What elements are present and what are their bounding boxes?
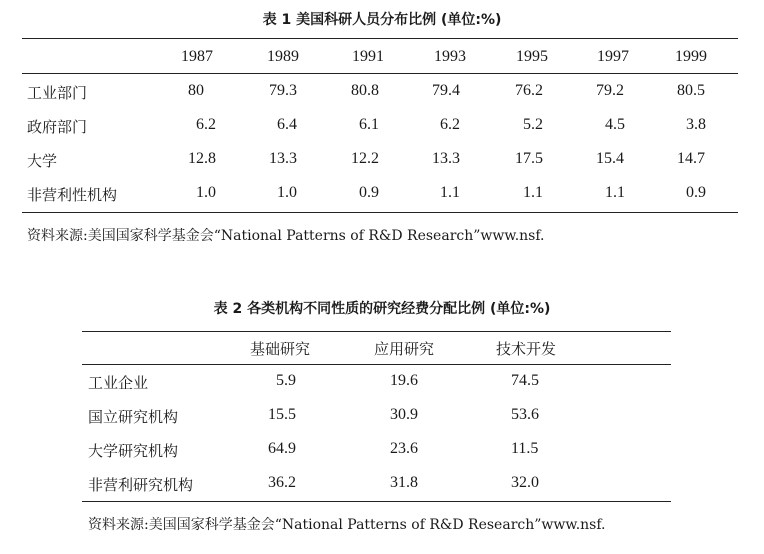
cell-value: 79.3 <box>269 82 297 99</box>
cell-value: 53.6 <box>511 406 539 423</box>
cell-value: 64.9 <box>268 440 296 457</box>
cell-value: 31.8 <box>390 474 418 491</box>
table2-header-tech-development: 技术开发 <box>496 340 557 358</box>
row-label: 政府部门 <box>27 118 88 136</box>
row-label: 非营利性机构 <box>27 186 118 204</box>
cell-value: 13.3 <box>432 150 460 167</box>
cell-value: 80.8 <box>351 82 379 99</box>
table1-header-1999: 1999 <box>675 48 707 65</box>
cell-value: 17.5 <box>515 150 543 167</box>
cell-value: 1.1 <box>605 184 625 201</box>
cell-value: 30.9 <box>390 406 418 423</box>
cell-value: 32.0 <box>511 474 539 491</box>
cell-value: 14.7 <box>677 150 705 167</box>
table2-caption: 表 2 各类机构不同性质的研究经费分配比例 (单位:%) <box>213 301 551 317</box>
cell-value: 12.8 <box>188 150 216 167</box>
cell-value: 1.1 <box>440 184 460 201</box>
table2-bottom-rule <box>82 501 671 502</box>
cell-value: 4.5 <box>605 116 625 133</box>
cell-value: 6.4 <box>277 116 297 133</box>
cell-value: 5.9 <box>276 372 296 389</box>
row-label: 大学研究机构 <box>88 442 179 460</box>
table1-bottom-rule <box>22 212 738 213</box>
row-label: 工业企业 <box>88 374 149 392</box>
table1-header-1989: 1989 <box>267 48 299 65</box>
table1-header-1987: 1987 <box>181 48 213 65</box>
table1-header-1993: 1993 <box>434 48 466 65</box>
table1-header-1997: 1997 <box>597 48 629 65</box>
row-label: 工业部门 <box>27 84 88 102</box>
table2-source-note: 资料来源:美国国家科学基金会“National Patterns of R&D Research”www.nsf. <box>88 517 606 533</box>
table2-header-applied-research: 应用研究 <box>374 340 435 358</box>
cell-value: 13.3 <box>269 150 297 167</box>
cell-value: 80.5 <box>677 82 705 99</box>
row-label: 大学 <box>27 152 58 170</box>
cell-value: 3.8 <box>686 116 706 133</box>
cell-value: 80 <box>188 82 204 99</box>
cell-value: 5.2 <box>523 116 543 133</box>
cell-value: 19.6 <box>390 372 418 389</box>
table1-header-rule <box>22 73 738 74</box>
cell-value: 1.1 <box>523 184 543 201</box>
cell-value: 6.2 <box>440 116 460 133</box>
row-label: 国立研究机构 <box>88 408 179 426</box>
cell-value: 23.6 <box>390 440 418 457</box>
table1-header-1995: 1995 <box>516 48 548 65</box>
cell-value: 79.4 <box>432 82 460 99</box>
cell-value: 0.9 <box>359 184 379 201</box>
row-label: 非营利研究机构 <box>88 476 194 494</box>
cell-value: 1.0 <box>277 184 297 201</box>
cell-value: 0.9 <box>686 184 706 201</box>
cell-value: 15.4 <box>596 150 624 167</box>
cell-value: 74.5 <box>511 372 539 389</box>
table2-header-rule <box>82 364 671 365</box>
cell-value: 6.1 <box>359 116 379 133</box>
cell-value: 76.2 <box>515 82 543 99</box>
cell-value: 79.2 <box>596 82 624 99</box>
table2-top-rule <box>82 331 671 332</box>
cell-value: 36.2 <box>268 474 296 491</box>
cell-value: 1.0 <box>196 184 216 201</box>
cell-value: 15.5 <box>268 406 296 423</box>
table1-caption: 表 1 美国科研人员分布比例 (单位:%) <box>262 12 502 28</box>
cell-value: 6.2 <box>196 116 216 133</box>
table1-header-1991: 1991 <box>352 48 384 65</box>
table1-source-note: 资料来源:美国国家科学基金会“National Patterns of R&D Research”www.nsf. <box>27 228 545 244</box>
cell-value: 12.2 <box>351 150 379 167</box>
cell-value: 11.5 <box>511 440 539 457</box>
table1-top-rule <box>22 38 738 39</box>
table2-header-basic-research: 基础研究 <box>250 340 311 358</box>
